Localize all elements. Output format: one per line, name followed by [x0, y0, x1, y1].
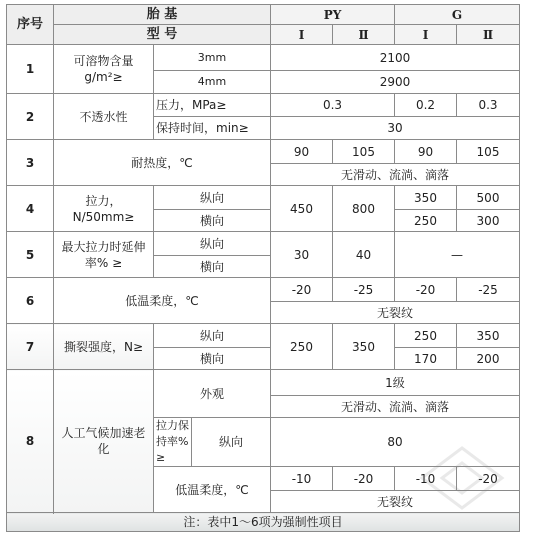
spec-table-wrapper [6, 4, 519, 529]
row-6-no: 6 [7, 278, 54, 324]
row-4a [7, 186, 520, 210]
row-6a [7, 278, 520, 302]
row-2-g1-value: 0.2 [395, 94, 457, 117]
header-py-type2: Ⅱ [333, 25, 395, 45]
row-4-name: 拉力，N/50mm≥ [54, 186, 154, 232]
row-7a [7, 324, 520, 348]
row-4-py1: 450 [271, 186, 333, 232]
header-g-type1: I [395, 25, 457, 45]
row-1-param-1: 3mm [154, 45, 271, 71]
row-3-g2: 105 [457, 140, 520, 164]
table-note: 注：表中1～6项为强制性项目 [7, 513, 520, 532]
row-7-name: 撕裂强度，N≥ [54, 324, 154, 370]
row-7-g1-trans: 170 [395, 348, 457, 370]
row-3a [7, 140, 520, 164]
row-5-param-2: 横向 [154, 256, 271, 278]
row-5-param-1: 纵向 [154, 232, 271, 256]
header-model: 型 号 [54, 25, 271, 45]
row-1a [7, 45, 520, 71]
row-8-appearance-desc: 无滑动、流淌、滴落 [271, 396, 520, 418]
spec-table [6, 4, 520, 532]
row-2-value-2: 30 [271, 117, 520, 140]
note-row [7, 513, 520, 532]
row-6-py2: -25 [333, 278, 395, 302]
header-py-type1: I [271, 25, 333, 45]
row-5-py2: 40 [333, 232, 395, 278]
header-base: 胎 基 [54, 5, 271, 25]
row-8-param-retention-dir: 纵向 [192, 418, 271, 467]
header-row-1 [7, 5, 520, 25]
row-5a [7, 232, 520, 256]
row-3-py2: 105 [333, 140, 395, 164]
row-8-param-retention: 拉力保持率% ≥ [154, 418, 192, 467]
header-py: PY [271, 5, 395, 25]
row-2a [7, 94, 520, 117]
row-7-g2-trans: 200 [457, 348, 520, 370]
row-3-py1: 90 [271, 140, 333, 164]
row-2-no: 2 [7, 94, 54, 140]
row-4-param-2: 横向 [154, 210, 271, 232]
row-2-param-2: 保持时间，min≥ [154, 117, 271, 140]
row-7-no: 7 [7, 324, 54, 370]
row-8-param-lowtemp: 低温柔度，℃ [154, 467, 271, 513]
row-8-g2: -20 [457, 467, 520, 491]
row-8-no: 8 [7, 370, 54, 513]
row-6-g1: -20 [395, 278, 457, 302]
row-6-desc: 无裂纹 [271, 302, 520, 324]
row-5-no: 5 [7, 232, 54, 278]
row-7-g2-long: 350 [457, 324, 520, 348]
row-7-py2: 350 [333, 324, 395, 370]
row-8a [7, 370, 520, 396]
row-2-param-1: 压力，MPa≥ [154, 94, 271, 117]
row-2-name: 不透水性 [54, 94, 154, 140]
row-3-g1: 90 [395, 140, 457, 164]
row-1-no: 1 [7, 45, 54, 94]
row-4-g2-trans: 300 [457, 210, 520, 232]
row-1-value-2: 2900 [271, 71, 520, 94]
row-4-g1-long: 350 [395, 186, 457, 210]
row-4-g1-trans: 250 [395, 210, 457, 232]
row-1-name: 可溶物含量g/m²≥ [54, 45, 154, 94]
row-6-py1: -20 [271, 278, 333, 302]
row-8-py2: -20 [333, 467, 395, 491]
row-4-param-1: 纵向 [154, 186, 271, 210]
row-5-name: 最大拉力时延伸率% ≥ [54, 232, 154, 278]
header-row-2 [7, 25, 520, 45]
row-5-g: — [395, 232, 520, 278]
row-4-g2-long: 500 [457, 186, 520, 210]
header-g-type2: Ⅱ [457, 25, 520, 45]
row-7-py1: 250 [271, 324, 333, 370]
row-1-param-2: 4mm [154, 71, 271, 94]
row-7-param-2: 横向 [154, 348, 271, 370]
row-4-no: 4 [7, 186, 54, 232]
row-2-py-value: 0.3 [271, 94, 395, 117]
row-8-name: 人工气候加速老化 [54, 370, 154, 513]
row-7-g1-long: 250 [395, 324, 457, 348]
header-g: G [395, 5, 520, 25]
row-3-desc: 无滑动、流淌、滴落 [271, 164, 520, 186]
row-7-param-1: 纵向 [154, 324, 271, 348]
row-8-g1: -10 [395, 467, 457, 491]
row-3-name: 耐热度，℃ [54, 140, 271, 186]
header-seq: 序号 [7, 5, 54, 45]
row-8-desc: 无裂纹 [271, 491, 520, 513]
row-8-py1: -10 [271, 467, 333, 491]
row-8-retention-value: 80 [271, 418, 520, 467]
row-4-py2: 800 [333, 186, 395, 232]
row-1-value-1: 2100 [271, 45, 520, 71]
row-3-no: 3 [7, 140, 54, 186]
row-5-py1: 30 [271, 232, 333, 278]
row-2-g2-value: 0.3 [457, 94, 520, 117]
row-8-appearance-grade: 1级 [271, 370, 520, 396]
row-8-param-appearance: 外观 [154, 370, 271, 418]
row-6-name: 低温柔度，℃ [54, 278, 271, 324]
row-6-g2: -25 [457, 278, 520, 302]
